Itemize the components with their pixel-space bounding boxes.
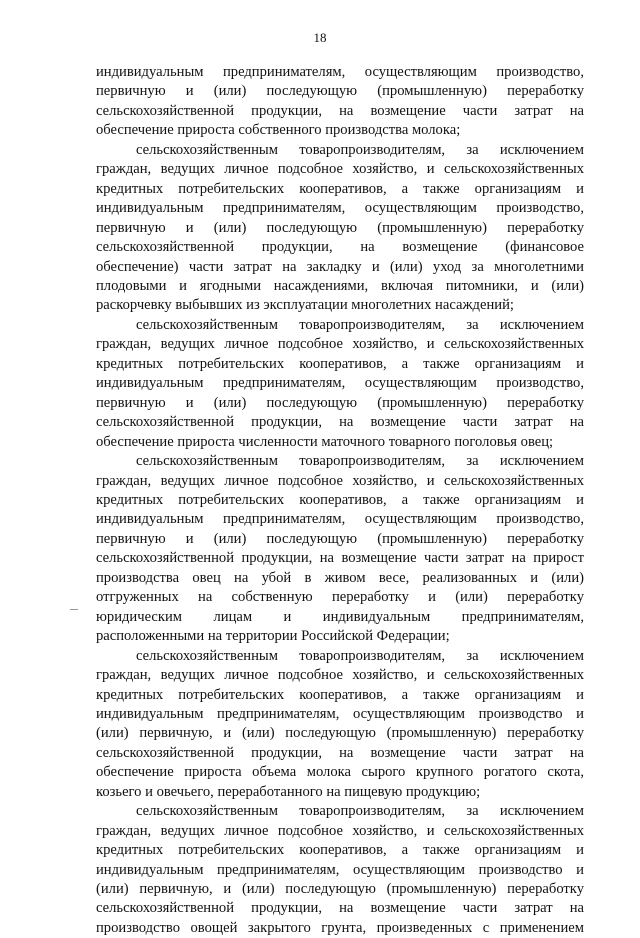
text-line: первичную и (или) последующую (промышленную) переработку: [96, 530, 584, 547]
paragraph: [96, 141, 584, 316]
text-line: граждан, ведущих личное подсобное хозяйство, и сельскохозяйственных: [96, 667, 584, 684]
text-line: сельскохозяйственным товаропроизводителям, за исключением: [136, 141, 584, 158]
document-body: [96, 63, 584, 938]
text-line: сельскохозяйственной продукции, на возмещение (финансовое: [96, 239, 584, 256]
text-line: сельскохозяйственной продукции, на возмещение части затрат на прирост: [96, 550, 584, 567]
text-line: первичную и (или) последующую (промышленную) переработку: [96, 394, 584, 411]
text-line: кредитных потребительских кооперативов, а также организациям и: [96, 355, 584, 372]
text-line: юридическим лицам и индивидуальным предпринимателям,: [96, 608, 584, 625]
text-line: граждан, ведущих личное подсобное хозяйство, и сельскохозяйственных: [96, 472, 584, 489]
margin-mark: [70, 609, 78, 610]
text-line: производства овец на убой в живом весе, реализованных и (или): [96, 569, 584, 586]
text-line: обеспечение прироста собственного производства молока;: [96, 122, 461, 139]
text-line: кредитных потребительских кооперативов, а также организациям и: [96, 686, 584, 703]
text-line: (или) первичную, и (или) последующую (промышленную) переработку: [96, 881, 584, 898]
paragraph: [96, 63, 584, 141]
page-number: 18: [313, 30, 327, 45]
paragraph: [96, 802, 584, 938]
text-line: граждан, ведущих личное подсобное хозяйство, и сельскохозяйственных: [96, 822, 584, 839]
text-line: первичную и (или) последующую (промышленную) переработку: [96, 219, 584, 236]
text-line: индивидуальным предпринимателям, осуществляющим производство и: [96, 705, 584, 722]
text-line: сельскохозяйственной продукции, на возмещение части затрат на: [96, 744, 584, 761]
text-line: граждан, ведущих личное подсобное хозяйство, и сельскохозяйственных: [96, 336, 584, 353]
text-line: кредитных потребительских кооперативов, а также организациям и: [96, 842, 584, 859]
text-line: сельскохозяйственной продукции, на возмещение части затрат на: [96, 414, 584, 431]
text-line: отгруженных на собственную переработку и (или) переработку: [96, 589, 584, 606]
paragraph: [96, 647, 584, 803]
text-line: индивидуальным предпринимателям, осуществляющим производство,: [96, 200, 584, 217]
text-line: плодовыми и ягодными насаждениями, включая питомники, и (или): [96, 277, 584, 294]
text-line: сельскохозяйственным товаропроизводителям, за исключением: [136, 803, 584, 820]
text-line: сельскохозяйственным товаропроизводителям, за исключением: [136, 453, 584, 470]
text-line: сельскохозяйственным товаропроизводителям, за исключением: [136, 647, 584, 664]
text-line: индивидуальным предпринимателям, осуществляющим производство,: [96, 511, 584, 528]
text-line: производство овощей закрытого грунта, произведенных с применением: [96, 919, 584, 936]
text-line: индивидуальным предпринимателям, осуществляющим производство и: [96, 861, 584, 878]
text-line: сельскохозяйственным товаропроизводителям, за исключением: [136, 316, 584, 333]
paragraph: [96, 316, 584, 452]
text-line: первичную и (или) последующую (промышленную) переработку: [96, 83, 584, 100]
text-line: сельскохозяйственной продукции, на возмещение части затрат на: [96, 102, 584, 119]
text-line: сельскохозяйственной продукции, на возмещение части затрат на: [96, 900, 584, 917]
text-line: граждан, ведущих личное подсобное хозяйство, и сельскохозяйственных: [96, 161, 584, 178]
text-line: раскорчевку выбывших из эксплуатации многолетних насаждений;: [96, 297, 514, 314]
text-line: кредитных потребительских кооперативов, а также организациям и: [96, 180, 584, 197]
text-line: индивидуальным предпринимателям, осуществляющим производство,: [96, 375, 584, 392]
text-line: козьего и овечьего, переработанного на пищевую продукцию;: [96, 783, 481, 800]
text-line: расположенными на территории Российской Федерации;: [96, 628, 450, 645]
paragraph: [96, 452, 584, 647]
text-line: (или) первичную, и (или) последующую (промышленную) переработку: [96, 725, 584, 742]
text-line: обеспечение прироста объема молока сырого крупного рогатого скота,: [96, 764, 584, 781]
text-line: индивидуальным предпринимателям, осуществляющим производство,: [96, 64, 584, 80]
text-line: кредитных потребительских кооперативов, а также организациям и: [96, 491, 584, 508]
text-line: обеспечение) части затрат на закладку и (или) уход за многолетними: [96, 258, 584, 275]
text-line: обеспечение прироста численности маточного товарного поголовья овец;: [96, 433, 554, 450]
